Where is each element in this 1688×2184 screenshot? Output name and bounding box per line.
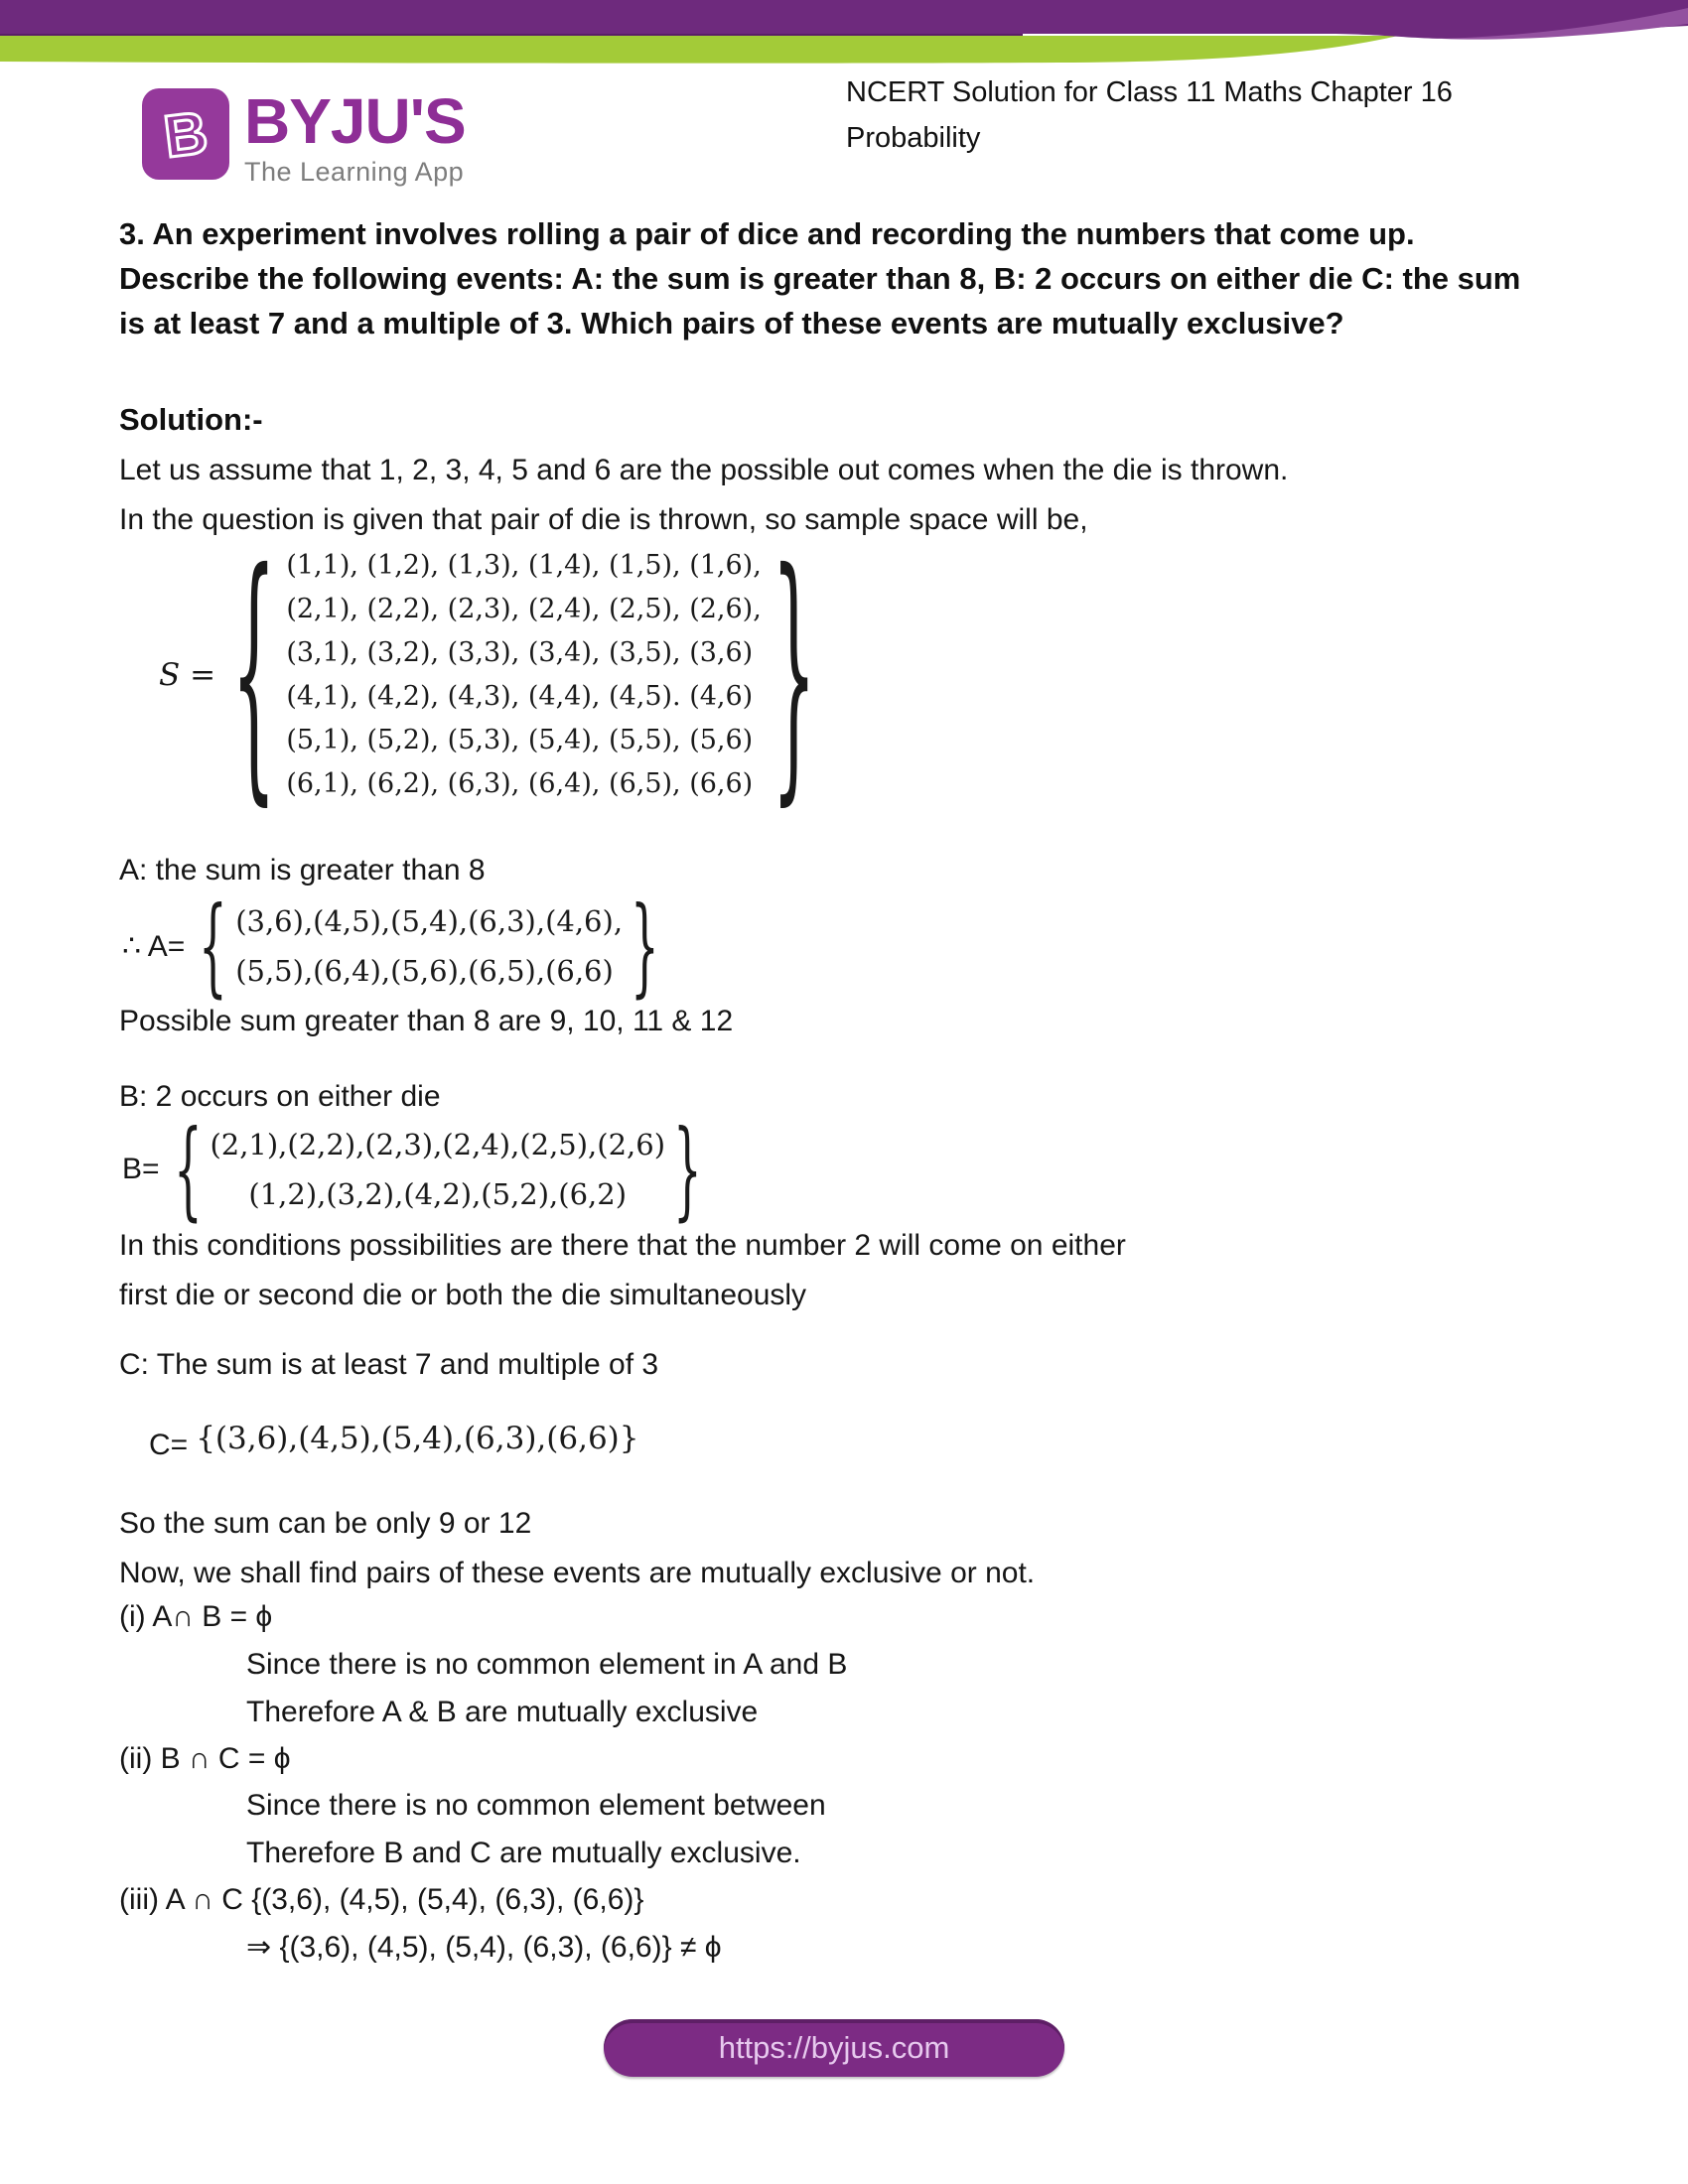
event-b-heading: B: 2 occurs on either die xyxy=(119,1080,441,1113)
title-line-1: NCERT Solution for Class 11 Maths Chapter 16 xyxy=(846,76,1453,108)
footer-url: https://byjus.com xyxy=(718,2030,950,2065)
conclusion-intro: Now, we shall find pairs of these events are mutually exclusive or not. xyxy=(119,1557,1036,1589)
left-brace: { xyxy=(231,517,277,830)
question-text: 3. An experiment involves rolling a pair of dice and recording the numbers that come up. Describe the following events: A: the sum is greater than 8, B: 2 occurs on either die C: the sum is at least 7 and a multiple of 3. Which pairs of these events are mutually exclusive? xyxy=(119,216,1521,341)
event-c-lhs: C= xyxy=(149,1429,189,1461)
right-brace: } xyxy=(673,1107,702,1232)
sample-space-row: (5,1), (5,2), (5,3), (5,4), (5,5), (5,6) xyxy=(286,725,754,755)
conclusion-item-i-line: Since there is no common element in A and B xyxy=(246,1648,848,1681)
byjus-tagline: The Learning App xyxy=(244,157,465,187)
sample-space-row: (2,1), (2,2), (2,3), (2,4), (2,5), (2,6), xyxy=(286,594,762,624)
conclusion-item-i-label: (i) A∩ B = ϕ xyxy=(119,1600,273,1633)
event-b-lhs: B= xyxy=(122,1153,160,1185)
event-b-row: (1,2),(3,2),(4,2),(5,2),(6,2) xyxy=(248,1177,628,1211)
conclusion-item-ii-label: (ii) B ∩ C = ϕ xyxy=(119,1742,291,1775)
event-a-note: Possible sum greater than 8 are 9, 10, 11 & 12 xyxy=(119,1005,734,1037)
sample-space-row: (1,1), (1,2), (1,3), (1,4), (1,5), (1,6), xyxy=(286,550,762,581)
event-a-lhs: ∴ A= xyxy=(122,929,186,963)
conclusion-item-ii-line: Since there is no common element between xyxy=(246,1789,826,1822)
sample-space-equation xyxy=(159,517,822,830)
conclusion-item-iii-line: ⇒ {(3,6), (4,5), (5,4), (6,3), (6,6)} ≠ ϕ xyxy=(246,1931,722,1964)
sample-space-row: (4,1), (4,2), (4,3), (4,4), (4,5). (4,6) xyxy=(286,681,754,712)
event-a-heading: A: the sum is greater than 8 xyxy=(119,854,486,887)
event-c-set: {(3,6),(4,5),(5,4),(6,3),(6,6)} xyxy=(196,1421,639,1456)
byjus-b-icon xyxy=(141,87,230,181)
event-b-note-2: first die or second die or both the die simultaneously xyxy=(119,1279,807,1311)
sample-space-rows xyxy=(286,544,761,806)
intro-line-2: In the question is given that pair of die is thrown, so sample space will be, xyxy=(119,503,1088,536)
event-c-equation xyxy=(149,1415,639,1462)
right-brace: } xyxy=(631,884,659,1009)
conclusion-item-iii-label: (iii) A ∩ C {(3,6), (4,5), (5,4), (6,3), (6,6)} xyxy=(119,1883,644,1916)
sample-space-row: (3,1), (3,2), (3,3), (3,4), (3,5), (3,6) xyxy=(286,637,754,668)
conclusion-item-i-line: Therefore A & B are mutually exclusive xyxy=(246,1696,759,1728)
sample-space-row: (6,1), (6,2), (6,3), (6,4), (6,5), (6,6) xyxy=(286,768,754,799)
event-c-heading: C: The sum is at least 7 and multiple of 3 xyxy=(119,1348,659,1381)
page-title xyxy=(846,69,1453,161)
event-b-equation xyxy=(122,1107,706,1232)
event-a-rows xyxy=(235,896,623,996)
event-a-equation xyxy=(122,884,663,1009)
banner-green-band xyxy=(0,36,1398,64)
solution-label: Solution:- xyxy=(119,402,263,437)
title-line-2: Probability xyxy=(846,122,981,154)
svg-text:B: B xyxy=(160,98,211,171)
left-brace: { xyxy=(173,1107,203,1232)
byjus-wordmark: BYJU'S xyxy=(244,85,466,157)
event-b-row: (2,1),(2,2),(2,3),(2,4),(2,5),(2,6) xyxy=(210,1128,666,1161)
right-brace: } xyxy=(772,517,816,830)
event-b-note-1: In this conditions possibilities are there that the number 2 will come on either xyxy=(119,1229,1126,1262)
conclusion-item-ii-line: Therefore B and C are mutually exclusive. xyxy=(246,1837,801,1869)
banner-purple-band xyxy=(0,0,1688,39)
event-a-row: (5,5),(6,4),(5,6),(6,5),(6,6) xyxy=(235,954,614,988)
intro-line-1: Let us assume that 1, 2, 3, 4, 5 and 6 are the possible out comes when the die is thrown. xyxy=(119,454,1289,486)
event-b-rows xyxy=(210,1120,665,1219)
sample-space-lhs: S = xyxy=(159,657,216,693)
event-c-note: So the sum can be only 9 or 12 xyxy=(119,1507,532,1540)
byjus-logo xyxy=(141,87,466,188)
footer-link[interactable] xyxy=(604,2019,1064,2077)
event-a-row: (3,6),(4,5),(5,4),(6,3),(4,6), xyxy=(235,904,624,938)
left-brace: { xyxy=(199,884,228,1009)
